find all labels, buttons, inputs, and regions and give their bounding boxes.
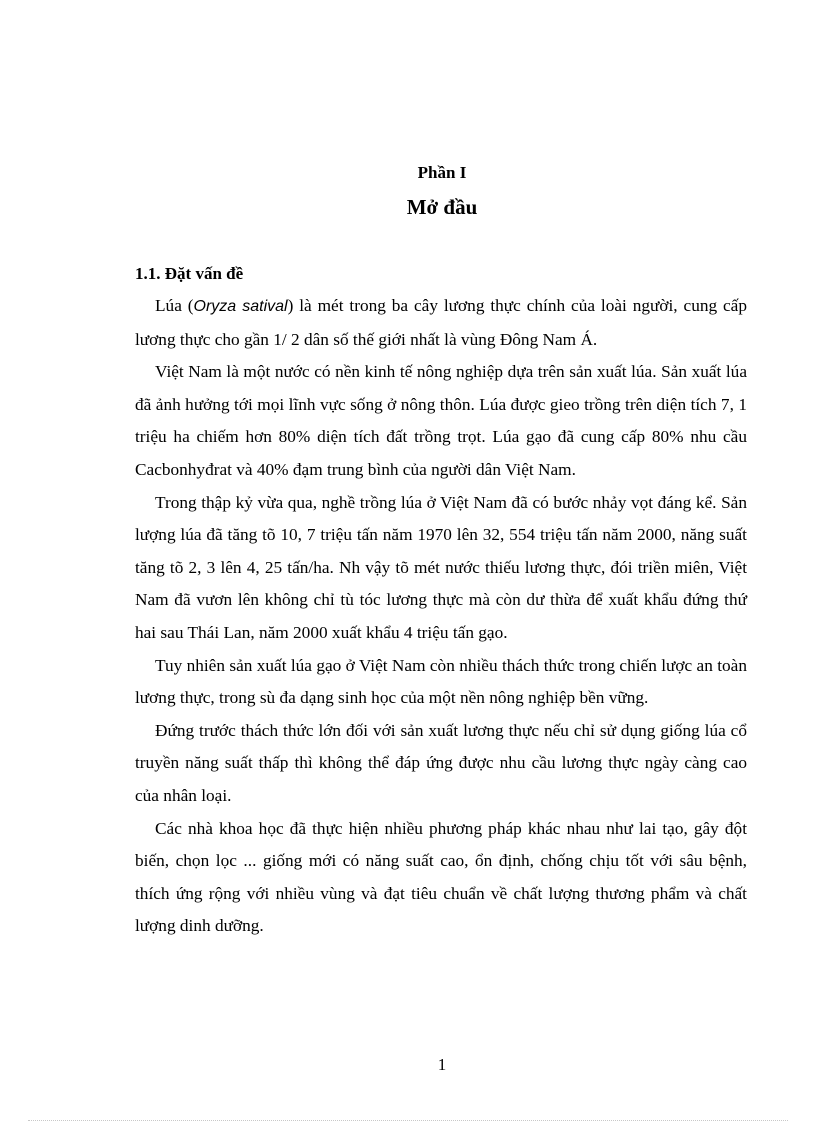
paragraph-1-start: Lúa ( [155,296,194,315]
paragraph-3: Trong thập kỷ vừa qua, nghề trồng lúa ở Việt Nam đã có bước nhảy vọt đáng kể. Sản lượng lúa đã tăng tõ 10, 7 triệu tấn năm 1970 lên 32, 554 triệu tấn năm 2000, năng suất tăng tõ 2, 3 lên 4, 25 tấn/ha. Nh vậy tõ mét nước thiếu lương thực, đói triền miên, Việt Nam đã vươn lên không chỉ tù tóc lương thực mà còn dư thừa để xuất khẩu đứng thứ hai sau Thái Lan, năm 2000 xuất khẩu 4 triệu tấn gạo. [135,492,747,642]
paragraph-1-rest: ) là mét trong ba cây lương thực chính của loài người, cung cấp lương thực cho gần 1/ 2 dân số thế giới nhất là vùng Đông Nam Á. [135,296,747,349]
part-title: Mở đầu [406,195,478,219]
body-text [135,290,747,943]
paragraph-5: Đứng trước thách thức lớn đối với sản xuất lương thực nếu chỉ sử dụng giống lúa cổ truyền năng suất thấp thì không thể đáp ứng được nhu cầu lương thực ngày càng cao của nhân loại. [135,720,747,805]
paragraph-6: Các nhà khoa học đã thực hiện nhiều phương pháp khác nhau như lai tạo, gây đột biến, chọn lọc ... giống mới có năng suất cao, ổn định, chống chịu tốt với sâu bệnh, thích ứng rộng với nhiều vùng và đạt tiêu chuẩn về chất lượng thương phẩm và chất lượng dinh dưỡng. [135,818,747,936]
paragraph-4: Tuy nhiên sản xuất lúa gạo ở Việt Nam còn nhiều thách thức trong chiến lược an toàn lương thực, trong sù đa dạng sinh học của một nền nông nghiệp bền vững. [135,655,747,708]
paragraph-1 [135,290,747,356]
scientific-name: Oryza satival [193,298,288,315]
section-heading: 1.1. Đặt vấn đề [135,264,244,283]
paragraph-2: Việt Nam là một nước có nền kinh tế nông nghiệp dựa trên sản xuất lúa. Sản xuất lúa đã ảnh hưởng tới mọi lĩnh vực sống ở nông thôn. Lúa được gieo trồng trên diện tích 7, 1 triệu ha chiếm hơn 80% diện tích đất trồng trọt. Lúa gạo đã cung cấp 80% nhu cầu Cacbonhyđrat và 40% đạm trung bình của người dân Việt Nam. [135,362,747,479]
page-number: 1 [437,1055,447,1074]
page-bottom-divider [28,1120,788,1121]
part-label: Phần I [417,163,467,182]
